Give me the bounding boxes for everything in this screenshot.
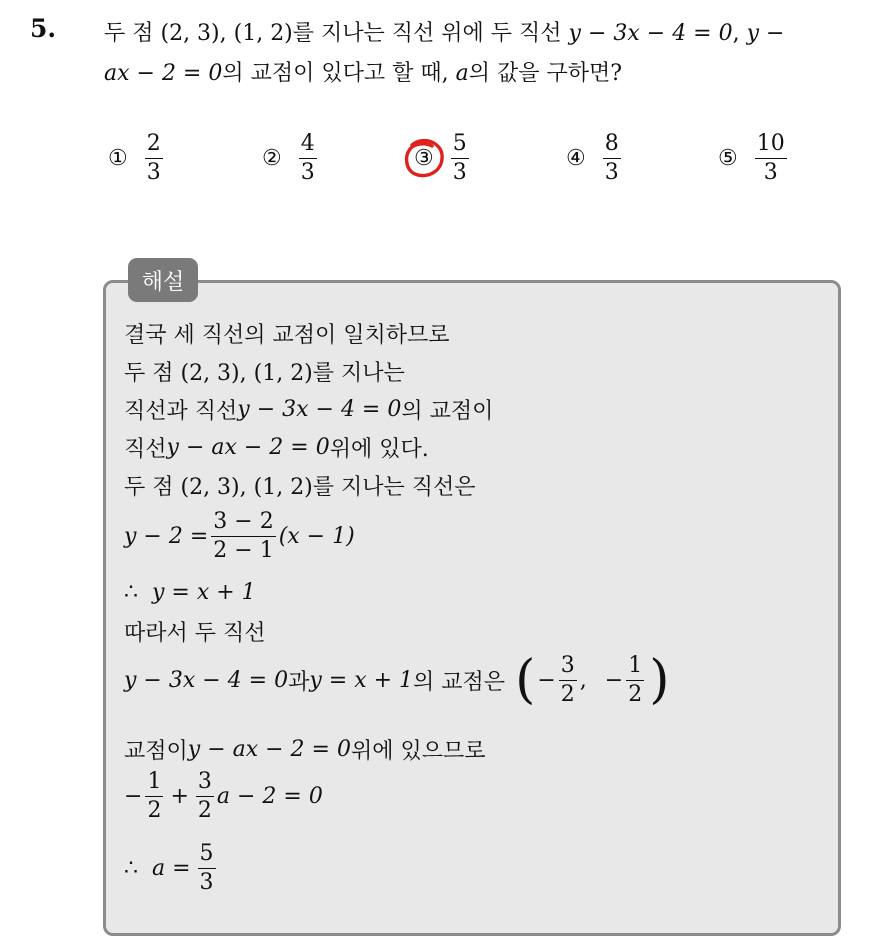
numerator: 5 — [199, 841, 214, 866]
variable-a: a — [455, 61, 469, 86]
numerator: 2 — [146, 131, 161, 156]
explanation-line-1: 결국 세 직선의 교점이 일치하므로 — [124, 323, 450, 348]
choice-marker-text: ③ — [414, 145, 434, 171]
fraction-half — [145, 770, 163, 822]
choice-marker: ⑤ — [718, 145, 738, 171]
minus-sign: − — [537, 667, 556, 693]
denominator: 2 — [628, 682, 643, 708]
denominator: 3 — [146, 160, 161, 186]
choice-2[interactable] — [262, 132, 320, 184]
choice-marker — [414, 146, 434, 171]
open-paren: ( — [515, 650, 536, 711]
choice-5[interactable] — [718, 132, 790, 184]
equation: y − 3x − 4 = 0 — [237, 397, 402, 422]
slope-fraction — [211, 510, 275, 562]
explanation-label: 해설 — [128, 258, 198, 302]
fraction-three-halves — [196, 770, 214, 822]
explanation-line-5: 두 점 (2, 3), (1, 2)를 지나는 직선은 — [124, 475, 476, 500]
equation: y − ax − 2 = 0 — [166, 435, 330, 460]
question-text: 두 점 (2, 3), (1, 2)를 지나는 직선 위에 두 직선 — [104, 21, 569, 46]
numerator: 3 — [560, 653, 575, 678]
question-text: , — [732, 21, 747, 46]
numerator: 8 — [604, 131, 619, 156]
choice-marker: ① — [108, 145, 128, 171]
equation: y = x + 1 — [309, 667, 414, 693]
question-text: 의 값을 구하면? — [468, 61, 623, 86]
choice-4[interactable] — [566, 132, 624, 184]
equation-1: y − 3x − 4 = 0 — [568, 21, 733, 46]
therefore-symbol: ∴ — [124, 855, 138, 881]
text: 위에 있다. — [329, 437, 429, 462]
choice-fraction — [451, 132, 469, 184]
equation-lhs: a = — [152, 855, 191, 881]
explanation-line-12 — [124, 842, 219, 894]
denominator: 2 — [560, 682, 575, 708]
choice-fraction — [299, 132, 317, 184]
explanation-line-2: 두 점 (2, 3), (1, 2)를 지나는 — [124, 361, 405, 386]
question-line-1 — [104, 16, 784, 47]
equation-2-end: ax − 2 = 0 — [104, 61, 223, 86]
choice-3[interactable] — [414, 132, 472, 184]
choice-fraction — [603, 132, 621, 184]
choice-marker: ④ — [566, 145, 586, 171]
numerator: 1 — [628, 653, 643, 678]
explanation-line-7 — [124, 580, 256, 605]
denominator: 2 — [147, 798, 162, 824]
numerator: 4 — [300, 131, 315, 156]
answer-fraction — [198, 842, 216, 894]
equation: y − ax − 2 = 0 — [187, 737, 351, 762]
denominator: 3 — [300, 160, 315, 186]
explanation-line-11 — [124, 770, 323, 822]
choice-marker: ② — [262, 145, 282, 171]
numerator: 1 — [147, 769, 162, 794]
denominator: 3 — [452, 160, 467, 186]
choice-fraction — [145, 132, 163, 184]
comma: , — [579, 667, 587, 693]
text: 교점이 — [124, 739, 188, 764]
denominator: 3 — [763, 160, 778, 186]
equation-rhs: (x − 1) — [278, 523, 355, 549]
equation: y = x + 1 — [152, 580, 256, 605]
denominator: 2 − 1 — [213, 538, 274, 564]
denominator: 3 — [604, 160, 619, 186]
numerator: 5 — [452, 131, 467, 156]
explanation-line-6 — [124, 510, 355, 562]
equation: a − 2 = 0 — [216, 783, 323, 809]
choice-1[interactable] — [108, 132, 166, 184]
text: 의 교점은 — [413, 669, 506, 695]
explanation-line-3 — [124, 394, 493, 425]
numerator: 3 − 2 — [213, 509, 274, 534]
coordinate-y-fraction — [626, 654, 644, 706]
numerator: 3 — [197, 769, 212, 794]
equation-2-start: y − — [746, 21, 785, 46]
therefore-symbol: ∴ — [124, 580, 138, 605]
numerator: 10 — [756, 131, 785, 156]
denominator: 2 — [197, 798, 212, 824]
text: 위에 있으므로 — [350, 739, 486, 764]
question-line-2 — [104, 56, 622, 87]
text: 직선 — [124, 437, 167, 462]
denominator: 3 — [199, 870, 214, 896]
answer-circle-mark-icon — [402, 137, 448, 181]
minus-sign: − — [604, 667, 624, 693]
text: 과 — [288, 669, 310, 695]
question-text: 의 교점이 있다고 할 때, — [222, 61, 456, 86]
coordinate-x-fraction — [559, 654, 577, 706]
close-paren: ) — [649, 650, 670, 711]
plus-sign: + — [170, 783, 189, 809]
choice-fraction — [755, 132, 787, 184]
text: 직선과 직선 — [124, 399, 238, 424]
minus-sign: − — [124, 783, 143, 809]
explanation-line-10 — [124, 734, 486, 765]
explanation-line-8: 따라서 두 직선 — [124, 621, 266, 646]
problem-number: 5. — [30, 14, 57, 43]
text: 의 교점이 — [401, 399, 494, 424]
explanation-line-9 — [124, 650, 672, 711]
equation: y − 3x − 4 = 0 — [124, 667, 289, 693]
explanation-line-4 — [124, 432, 429, 463]
equation-lhs: y − 2 = — [124, 523, 209, 549]
